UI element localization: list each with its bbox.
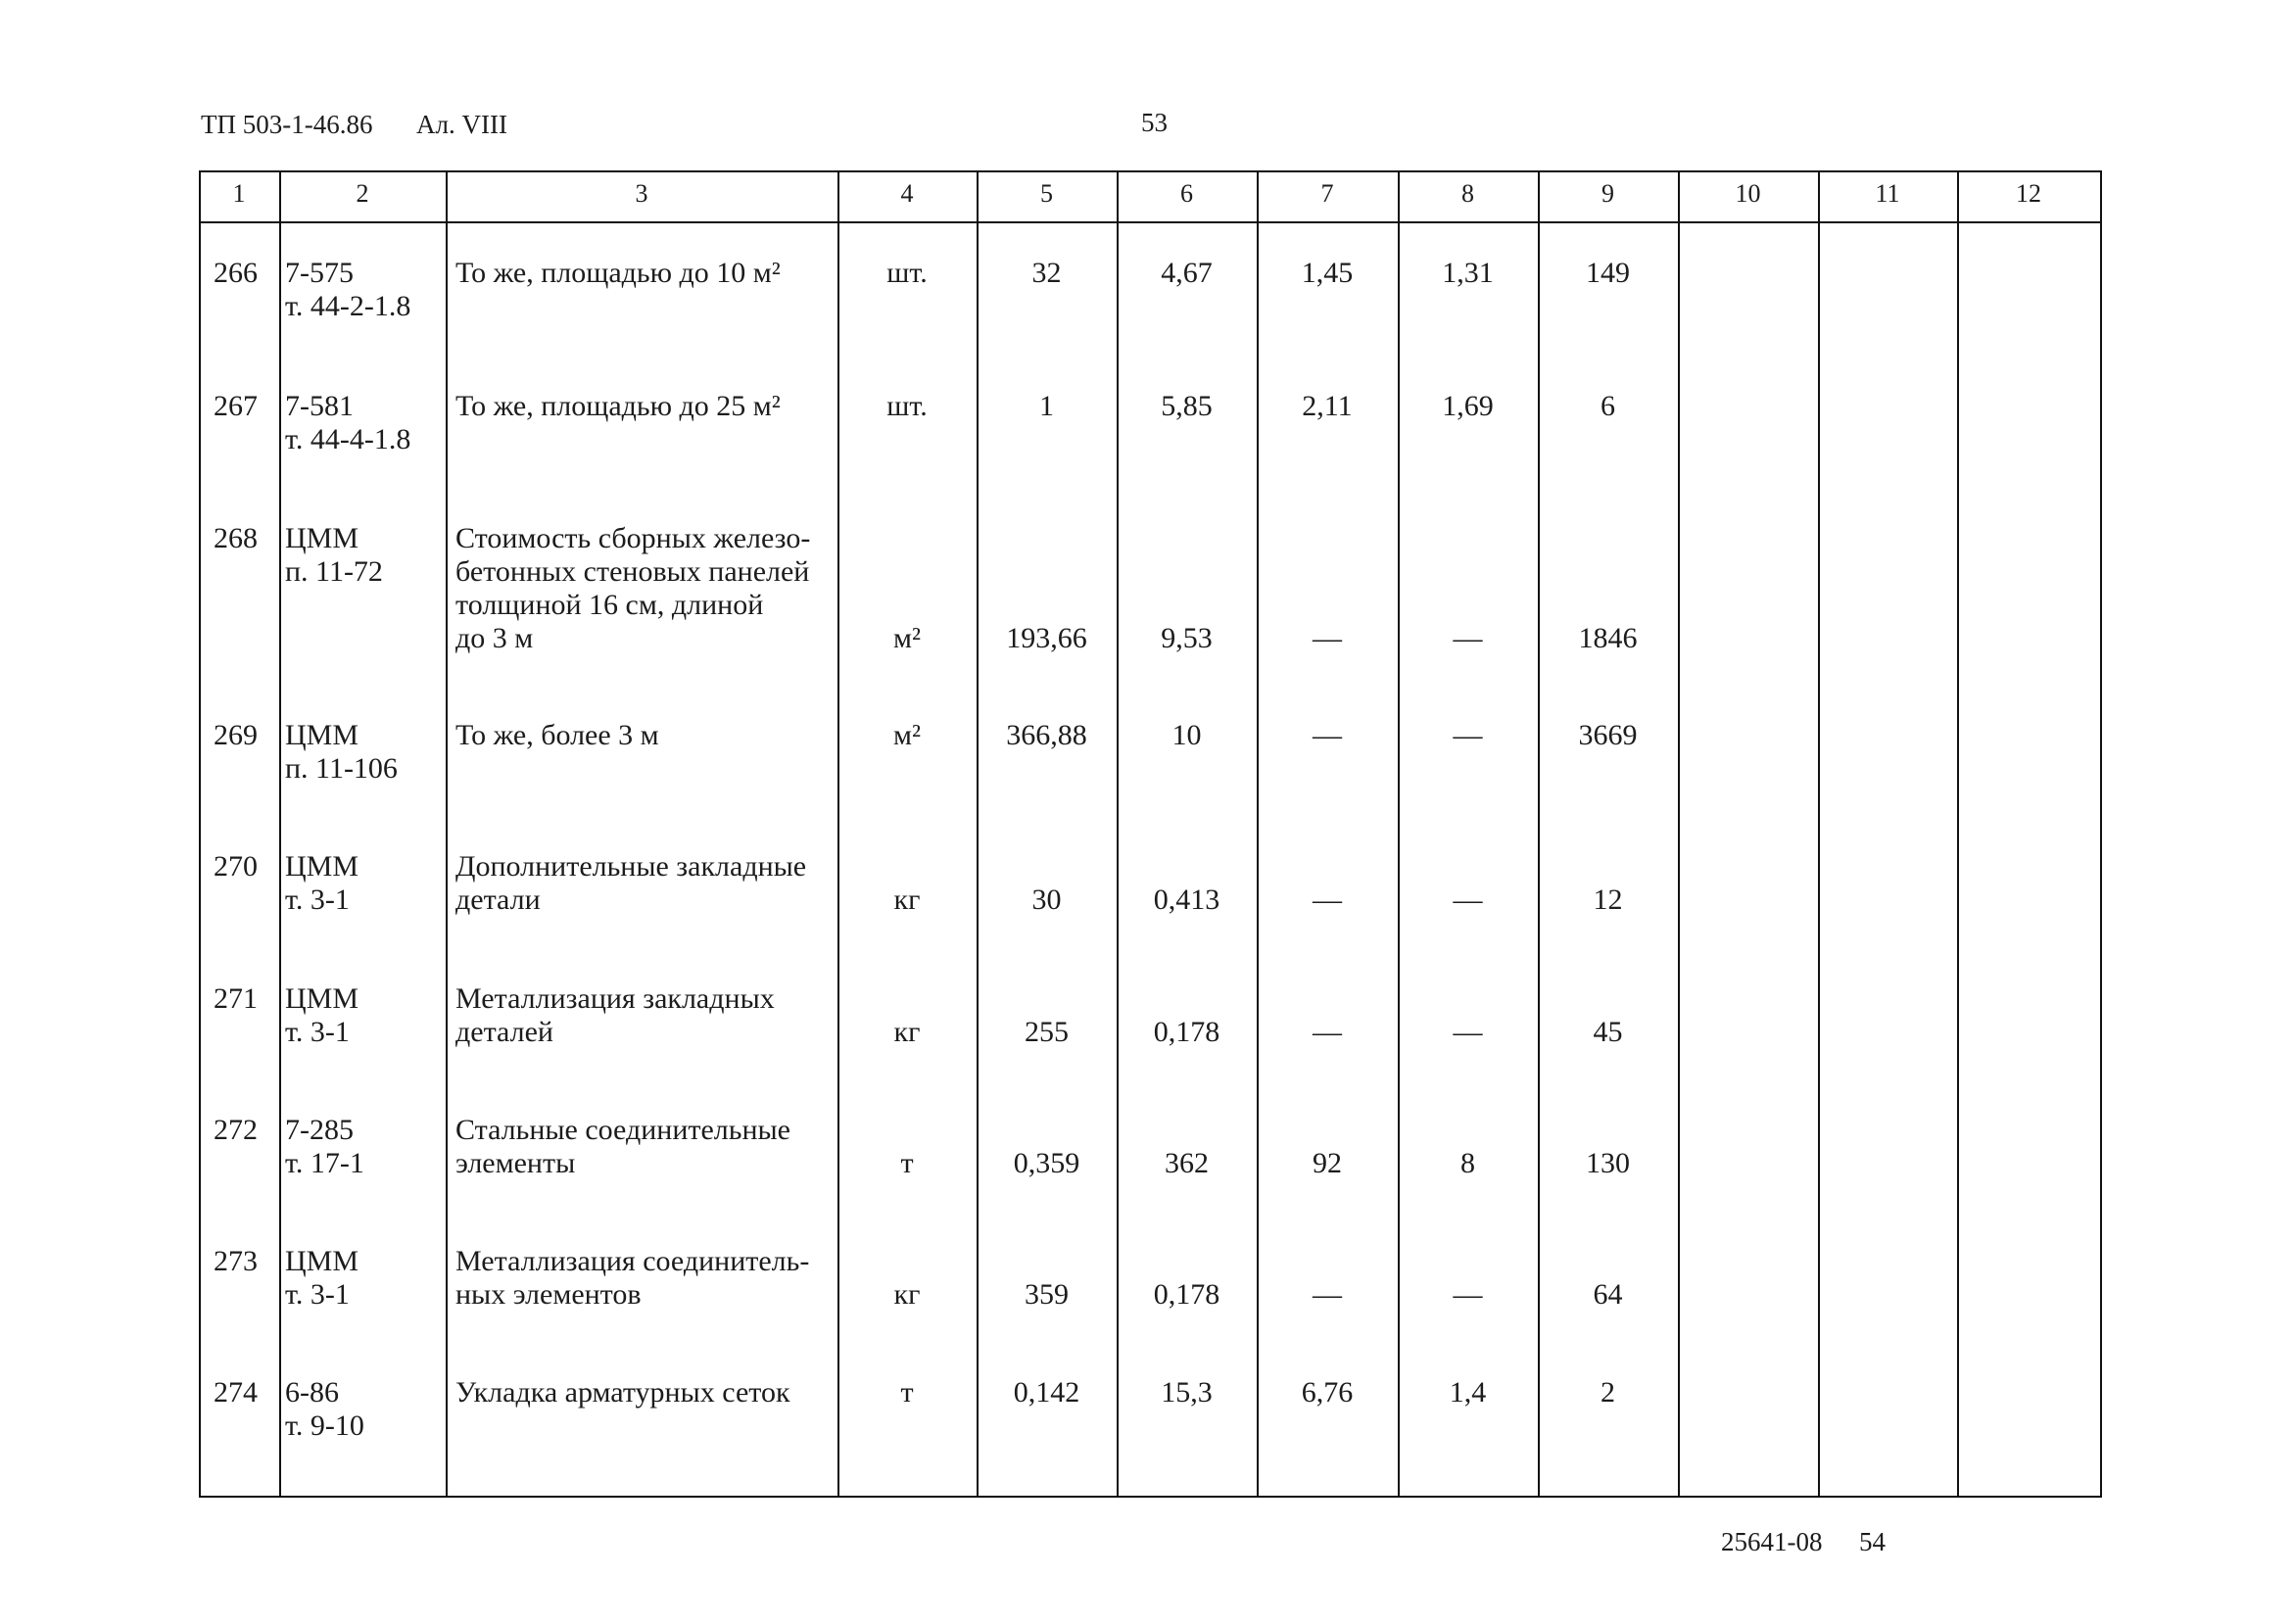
total-cost-value: 64 — [1593, 1278, 1623, 1311]
table-row-divider — [199, 1496, 2102, 1498]
col7-value: — — [1313, 1016, 1342, 1048]
row-number: 274 — [214, 1376, 258, 1409]
quantity-value: 255 — [1025, 1016, 1069, 1048]
unit-of-measure: кг — [893, 1016, 921, 1048]
norm-reference: ЦММ — [285, 850, 359, 883]
norm-reference: 7-285 — [285, 1114, 354, 1146]
norm-reference: 7-575 — [285, 257, 354, 289]
norm-reference-detail: т. 3-1 — [285, 884, 350, 916]
column-number-header: 2 — [356, 179, 369, 208]
row-number: 270 — [214, 850, 258, 883]
col8-value: — — [1453, 719, 1483, 751]
quantity-value: 1 — [1039, 390, 1054, 422]
unit-cost-value: 9,53 — [1161, 622, 1213, 654]
norm-reference-detail: т. 44-2-1.8 — [285, 290, 411, 322]
unit-of-measure: м² — [893, 622, 921, 654]
column-number-header: 12 — [2016, 179, 2041, 208]
col8-value: — — [1453, 884, 1483, 916]
unit-cost-value: 0,178 — [1153, 1016, 1220, 1048]
item-description: до 3 м — [455, 622, 534, 654]
norm-reference-detail: т. 44-4-1.8 — [285, 423, 411, 455]
item-description: То же, площадью до 25 м² — [455, 390, 781, 422]
total-cost-value: 2 — [1601, 1376, 1615, 1409]
column-number-header: 7 — [1320, 179, 1334, 208]
table-column-divider — [279, 170, 281, 1498]
total-cost-value: 149 — [1586, 257, 1630, 289]
item-description: ных элементов — [455, 1278, 642, 1311]
document-code: ТП 503-1-46.86 — [201, 110, 373, 139]
norm-reference: ЦММ — [285, 522, 359, 554]
row-number: 271 — [214, 982, 258, 1015]
row-number: 268 — [214, 522, 258, 554]
item-description: элементы — [455, 1147, 576, 1179]
unit-of-measure: кг — [893, 884, 921, 916]
unit-cost-value: 5,85 — [1161, 390, 1213, 422]
unit-of-measure: м² — [893, 719, 921, 751]
item-description: То же, площадью до 10 м² — [455, 257, 781, 289]
table-column-divider — [1957, 170, 1959, 1498]
col7-value: — — [1313, 884, 1342, 916]
col7-value: — — [1313, 1278, 1342, 1311]
unit-of-measure: кг — [893, 1278, 921, 1311]
table-column-divider — [446, 170, 448, 1498]
item-description: бетонных стеновых панелей — [455, 555, 810, 588]
col7-value: 1,45 — [1301, 257, 1354, 289]
unit-of-measure: т — [900, 1376, 914, 1409]
row-number: 269 — [214, 719, 258, 751]
table-row-divider — [199, 170, 2102, 172]
unit-cost-value: 0,413 — [1153, 884, 1220, 916]
item-description: детали — [455, 884, 541, 916]
total-cost-value: 12 — [1593, 884, 1623, 916]
column-number-header: 1 — [232, 179, 246, 208]
col8-value: 8 — [1460, 1147, 1475, 1179]
quantity-value: 32 — [1031, 257, 1062, 289]
total-cost-value: 45 — [1593, 1016, 1623, 1048]
column-number-header: 3 — [635, 179, 648, 208]
norm-reference: 6-86 — [285, 1376, 339, 1409]
column-number-header: 4 — [900, 179, 914, 208]
row-number: 266 — [214, 257, 258, 289]
unit-cost-value: 362 — [1165, 1147, 1209, 1179]
total-cost-value: 130 — [1586, 1147, 1630, 1179]
item-description: толщиной 16 см, длиной — [455, 589, 764, 621]
footer-page-number: 54 — [1859, 1527, 1886, 1556]
norm-reference-detail: т. 9-10 — [285, 1409, 364, 1442]
norm-reference: ЦММ — [285, 1245, 359, 1277]
item-description: Металлизация соединитель- — [455, 1245, 810, 1277]
page-number: 53 — [1141, 108, 1168, 137]
norm-reference-detail: т. 3-1 — [285, 1016, 350, 1048]
col7-value: — — [1313, 622, 1342, 654]
table-column-divider — [2100, 170, 2102, 1498]
total-cost-value: 1846 — [1578, 622, 1638, 654]
unit-of-measure: шт. — [886, 390, 928, 422]
item-description: То же, более 3 м — [455, 719, 659, 751]
unit-cost-value: 10 — [1171, 719, 1202, 751]
column-number-header: 5 — [1040, 179, 1053, 208]
col8-value: — — [1453, 1016, 1483, 1048]
norm-reference: ЦММ — [285, 982, 359, 1015]
total-cost-value: 3669 — [1578, 719, 1638, 751]
table-column-divider — [1818, 170, 1820, 1498]
column-number-header: 6 — [1180, 179, 1193, 208]
item-description: Стальные соединительные — [455, 1114, 790, 1146]
norm-reference-detail: т. 17-1 — [285, 1147, 364, 1179]
unit-cost-value: 4,67 — [1161, 257, 1213, 289]
row-number: 272 — [214, 1114, 258, 1146]
row-number: 267 — [214, 390, 258, 422]
album-sheet: Ал. VIII — [416, 110, 507, 139]
column-number-header: 11 — [1875, 179, 1900, 208]
item-description: Дополнительные закладные — [455, 850, 807, 883]
item-description: деталей — [455, 1016, 553, 1048]
col8-value: 1,31 — [1442, 257, 1494, 289]
unit-cost-value: 15,3 — [1161, 1376, 1213, 1409]
item-description: Укладка арматурных сеток — [455, 1376, 790, 1409]
unit-cost-value: 0,178 — [1153, 1278, 1220, 1311]
unit-of-measure: т — [900, 1147, 914, 1179]
column-number-header: 9 — [1601, 179, 1614, 208]
total-cost-value: 6 — [1601, 390, 1615, 422]
col8-value: — — [1453, 1278, 1483, 1311]
col7-value: 6,76 — [1301, 1376, 1354, 1409]
footer-code: 25641-08 — [1721, 1527, 1823, 1556]
col8-value: — — [1453, 622, 1483, 654]
table-column-divider — [1678, 170, 1680, 1498]
column-number-header: 10 — [1735, 179, 1761, 208]
norm-reference: 7-581 — [285, 390, 354, 422]
unit-of-measure: шт. — [886, 257, 928, 289]
norm-reference-detail: п. 11-72 — [285, 555, 383, 588]
quantity-value: 0,359 — [1013, 1147, 1080, 1179]
quantity-value: 0,142 — [1013, 1376, 1080, 1409]
row-number: 273 — [214, 1245, 258, 1277]
table-row-divider — [199, 221, 2102, 223]
col7-value: — — [1313, 719, 1342, 751]
col8-value: 1,69 — [1442, 390, 1494, 422]
item-description: Металлизация закладных — [455, 982, 775, 1015]
quantity-value: 193,66 — [1006, 622, 1087, 654]
item-description: Стоимость сборных железо- — [455, 522, 811, 554]
norm-reference-detail: т. 3-1 — [285, 1278, 350, 1311]
col8-value: 1,4 — [1449, 1376, 1487, 1409]
column-number-header: 8 — [1461, 179, 1474, 208]
col7-value: 2,11 — [1302, 390, 1353, 422]
quantity-value: 359 — [1025, 1278, 1069, 1311]
norm-reference: ЦММ — [285, 719, 359, 751]
quantity-value: 366,88 — [1006, 719, 1087, 751]
norm-reference-detail: п. 11-106 — [285, 752, 398, 785]
col7-value: 92 — [1313, 1147, 1342, 1179]
quantity-value: 30 — [1031, 884, 1062, 916]
table-column-divider — [199, 170, 201, 1498]
